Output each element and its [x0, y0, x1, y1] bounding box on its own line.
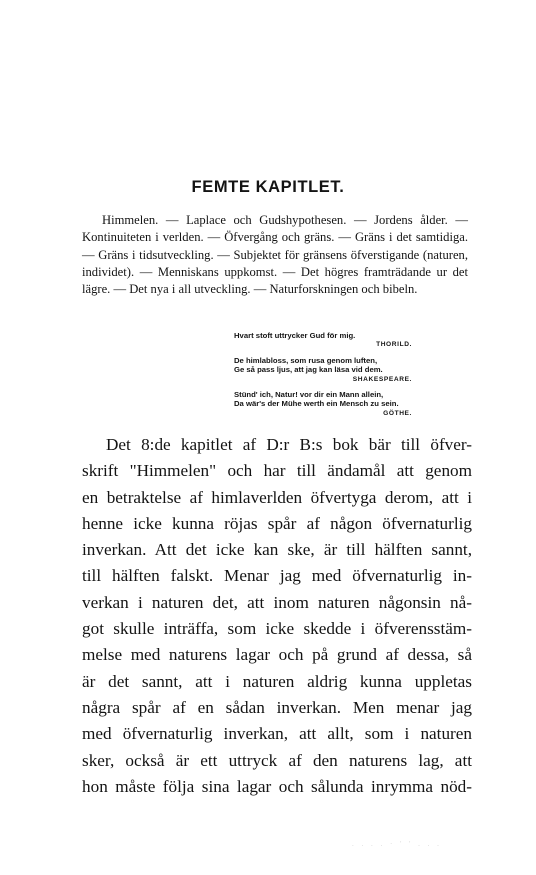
body-line: verkan i naturen det, att inom naturen någonsin nå-: [82, 592, 472, 612]
epigraph-line: Hvart stoft uttrycker Gud för mig.: [234, 331, 356, 340]
epigraph-gothe: [234, 390, 474, 418]
epigraph-thorild: [234, 331, 474, 350]
epigraph-line: Da wär's der Mühe werth ein Mensch zu sein.: [234, 399, 399, 409]
body-line: Det 8:de kapitlet af D:r B:s bok bär till öfver-: [106, 435, 472, 454]
epigraphs: [234, 331, 474, 424]
body-text: [82, 432, 472, 800]
page-smudge: . . . . · ' ' . . .: [352, 840, 442, 848]
body-line: melse med naturens lagar och på grund af dessa, så: [82, 645, 472, 665]
body-line: sker, också är ett uttryck af den naturens lag, att: [82, 750, 472, 770]
epigraph-author: GÖTHE.: [383, 409, 412, 417]
body-line: skrift "Himmelen" och har till ändamål att genom: [82, 461, 472, 481]
body-line: inverkan. Att det icke kan ske, är till hälften sannt,: [82, 540, 472, 560]
chapter-summary: Himmelen. — Laplace och Gudshypothesen. — Jordens ålder. — Kontinuiteten i verlden. — Öfvergång och gräns. — Gräns i det samtidiga. — Gräns i tidsutveckling. — Subjektet för gränsens öfverstigande (naturen, individet). — Menniskans uppkomst. — Det högres framträdande ur det lägre. — Det nya i all utveckling. — Naturforskningen och bibeln.: [82, 213, 468, 297]
body-line: en betraktelse af himlaverlden öfvertyga derom, att i: [82, 487, 472, 507]
epigraph-author: SHAKESPEARE.: [352, 375, 412, 383]
epigraph-line: De himlabloss, som rusa genom luften,: [234, 355, 378, 365]
chapter-title: FEMTE KAPITLET.: [191, 178, 345, 196]
epigraph-author: THORILD.: [376, 341, 412, 349]
body-line: till hälften falskt. Menar jag med öfvernaturlig in-: [82, 566, 472, 586]
body-line: hon måste följa sina lagar och sålunda inrymma nöd-: [82, 776, 472, 796]
epigraph-shakespeare: [234, 356, 474, 384]
body-line: got skulle inträffa, som icke skedde i öfverensstäm-: [82, 619, 472, 639]
body-line: henne icke kunna röjas spår af någon öfvernaturlig: [82, 513, 472, 533]
body-line: är det sannt, att i naturen aldrig kunna uppletas: [82, 671, 472, 691]
body-line: några spår af en sådan inverkan. Men menar jag: [82, 697, 472, 717]
epigraph-line: Ge så pass ljus, att jag kan läsa vid dem.: [234, 365, 383, 375]
body-line: med öfvernaturlig inverkan, att allt, som i naturen: [82, 724, 472, 744]
epigraph-line: Stünd' ich, Natur! vor dir ein Mann allein,: [234, 390, 384, 400]
